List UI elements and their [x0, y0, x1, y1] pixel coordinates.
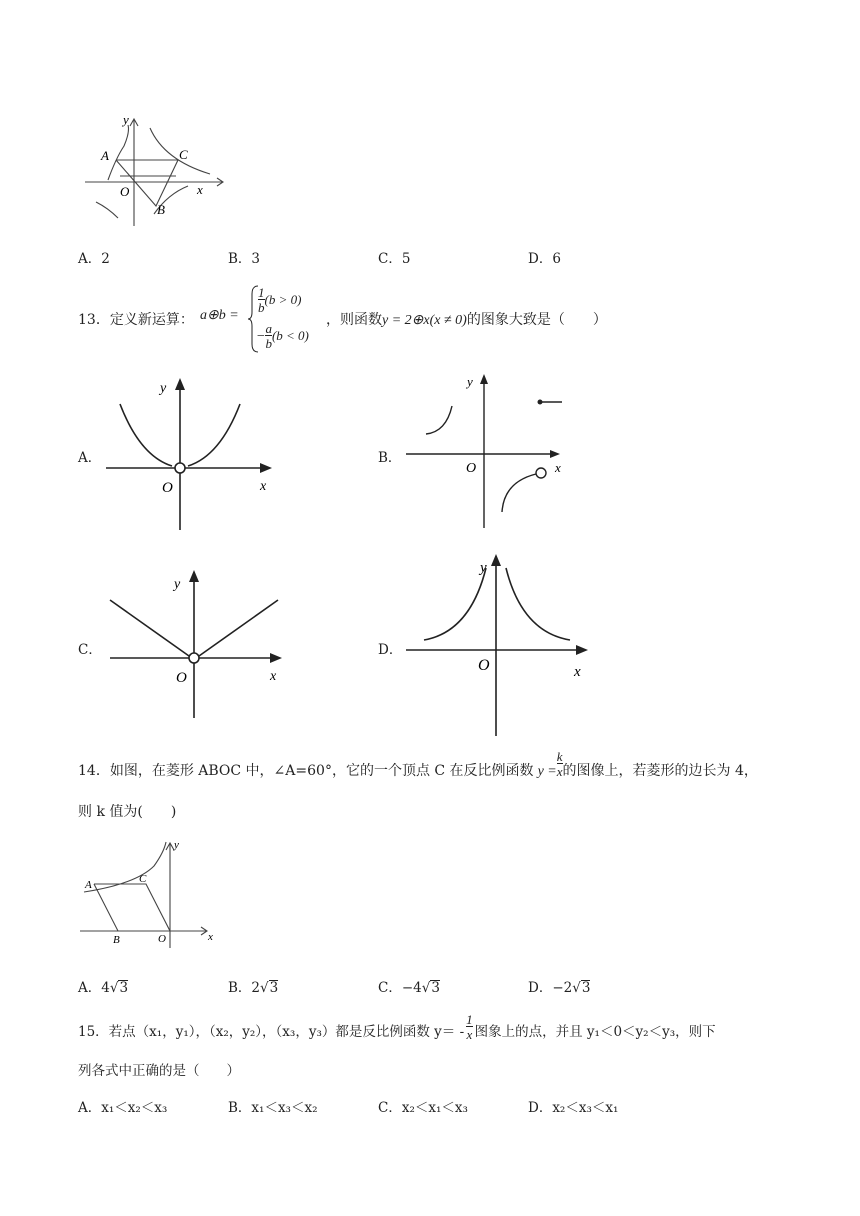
q13a-y-label: y [160, 381, 167, 396]
q15-func-num: 1 [466, 1011, 473, 1027]
q12-option-c[interactable]: C．5 [378, 251, 411, 267]
q14-line1-suffix: 的图像上，若菱形的边长为 4， [562, 763, 758, 779]
q14-option-c-rad: 3 [431, 980, 440, 996]
q13c-x-label: x [270, 669, 277, 684]
q14-line-2: 则 k 值为( ) [78, 804, 177, 820]
q13-graph-a[interactable] [100, 376, 280, 534]
q13-case1-num: 1 [258, 285, 265, 300]
q12-option-d[interactable]: D．6 [528, 251, 561, 267]
q12-x-label: x [197, 182, 203, 197]
q12-point-b-label: B [157, 202, 165, 217]
q14-point-a-label: A [85, 879, 92, 891]
q12-option-a[interactable]: A．2 [78, 251, 110, 267]
q13-case2-sign: − [256, 329, 266, 344]
q15-option-d[interactable]: D．x₂＜x₃＜x₁ [528, 1100, 619, 1116]
q14-point-b-label: B [113, 934, 120, 946]
q14-point-c-label: C [139, 873, 147, 885]
q14-func-num: k [556, 749, 563, 764]
q14-func-den: x [556, 764, 563, 779]
q13-middle: ，则函数 [326, 312, 382, 328]
q13-middle-text [326, 309, 607, 329]
q12-y-label: y [123, 112, 129, 127]
q15-line-1 [78, 1011, 716, 1042]
q12-option-b[interactable]: B．3 [228, 251, 261, 267]
q14-option-b-rad: 3 [269, 980, 279, 996]
q14-option-b[interactable]: B．2√3 [228, 980, 279, 996]
q13b-y-label: y [467, 374, 473, 389]
q15-line1-prefix: 15．若点（x₁，y₁），（x₂，y₂），（x₃，y₃）都是反比例函数 y＝ - [78, 1024, 465, 1040]
q14-x-label: x [208, 931, 213, 943]
q13-case1-cond: (b > 0) [264, 292, 302, 307]
q14-option-b-label: B． [228, 980, 252, 996]
q13a-x-label: x [260, 479, 267, 494]
q13-case2-den: b [265, 336, 272, 351]
q15-option-a[interactable]: A．x₁＜x₂＜x₃ [78, 1100, 168, 1116]
q14-option-c-label: C． [378, 980, 402, 996]
q14-option-a-coef: 4 [101, 980, 110, 996]
q15-line-2: 列各式中正确的是（ ） [78, 1063, 240, 1079]
q13d-x-label: x [574, 664, 581, 680]
q13-func: y = 2⊕x(x ≠ 0) [382, 313, 467, 328]
q13-case-2 [256, 322, 309, 350]
q14-option-d-rad: 3 [581, 980, 591, 996]
q12-origin-label: O [120, 184, 130, 199]
q14-figure [80, 838, 220, 950]
q14-option-a-label: A． [78, 980, 102, 996]
q13-case2-cond: (b < 0) [271, 328, 309, 343]
q13-option-b-label[interactable]: B． [378, 450, 402, 466]
q13-graph-b[interactable] [400, 372, 580, 532]
q13d-y-label: y [480, 560, 487, 576]
q14-option-c[interactable]: C．−4√3 [378, 980, 440, 996]
q13a-origin-label: O [162, 480, 173, 496]
q15-option-b[interactable]: B．x₁＜x₃＜x₂ [228, 1100, 318, 1116]
q13d-origin-label: O [478, 657, 490, 674]
q13c-y-label: y [174, 577, 181, 592]
q13-case2-num: a [265, 321, 272, 336]
q13-case1-den: b [258, 300, 265, 315]
q14-line-1 [78, 749, 758, 780]
q13c-origin-label: O [176, 670, 187, 686]
q12-point-a-label: A [101, 148, 109, 163]
q13-option-c-label[interactable]: C． [78, 642, 102, 658]
q15-func-den: x [466, 1026, 473, 1042]
q15-line1-suffix: 图象上的点，并且 y₁＜0＜y₂＜y₃，则下 [474, 1024, 716, 1040]
q13-suffix: 的图象大致是（ ） [466, 312, 607, 328]
q14-func-lhs: y = [537, 764, 557, 779]
q15-option-c[interactable]: C．x₂＜x₁＜x₃ [378, 1100, 468, 1116]
q14-option-c-coef: −4 [401, 980, 422, 996]
q13-prefix: 13．定义新运算： [78, 312, 194, 328]
q14-option-a-rad: 3 [119, 980, 129, 996]
q13-option-a-label[interactable]: A． [78, 450, 102, 466]
q14-origin-label: O [158, 933, 166, 945]
q14-line1-prefix: 14．如图，在菱形 ABOC 中，∠A=60°，它的一个顶点 C 在反比例函数 [78, 763, 534, 779]
q12-figure [80, 110, 240, 230]
q14-option-d-coef: −2 [552, 980, 573, 996]
q14-option-d[interactable]: D．−2√3 [528, 980, 591, 996]
q13-graph-d[interactable] [400, 554, 600, 738]
q14-option-b-coef: 2 [251, 980, 261, 996]
q13-formula-lhs: a⊕b = [200, 308, 239, 323]
q12-point-c-label: C [179, 147, 188, 162]
q13-option-d-label[interactable]: D． [378, 642, 403, 658]
q14-y-label: y [174, 839, 179, 851]
q13b-origin-label: O [466, 461, 477, 476]
q13-graph-c[interactable] [100, 568, 290, 720]
q13-case-1 [258, 286, 301, 314]
q14-option-d-label: D． [528, 980, 553, 996]
q14-option-a[interactable]: A．4√3 [78, 980, 129, 996]
q13b-x-label: x [555, 460, 561, 475]
